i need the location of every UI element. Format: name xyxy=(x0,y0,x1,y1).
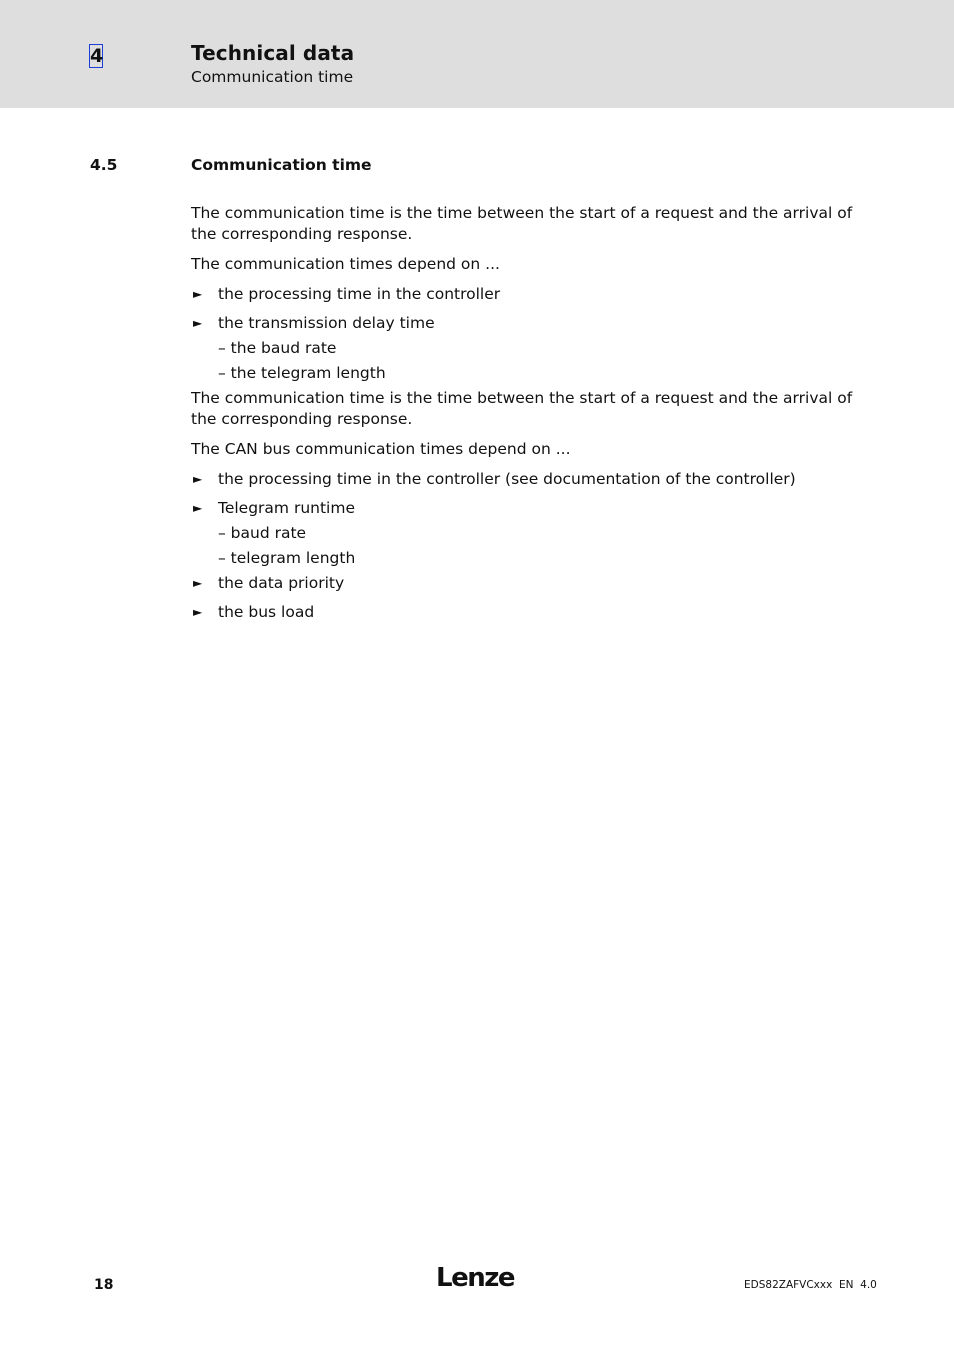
bullet-arrow-icon: ► xyxy=(193,472,203,486)
sub-list xyxy=(191,338,871,384)
paragraph: The communication times depend on ... xyxy=(191,255,500,273)
body-content xyxy=(191,203,871,631)
sub-list-item: – telegram length xyxy=(218,549,356,567)
bullet-arrow-icon: ► xyxy=(193,501,203,515)
list-item xyxy=(191,313,871,334)
paragraph: The communication time is the time between the start of a request and the arrival of the corresponding response. xyxy=(191,204,853,243)
list-item xyxy=(191,469,871,490)
list-item-text: the processing time in the controller (see documentation of the controller) xyxy=(218,470,796,488)
list-item-text: the data priority xyxy=(218,574,345,592)
bullet-arrow-icon: ► xyxy=(193,605,203,619)
list-item xyxy=(191,602,871,623)
document-id: EDS82ZAFVCxxx EN 4.0 xyxy=(744,1279,877,1291)
section-number: 4.5 xyxy=(90,156,118,174)
list-item xyxy=(191,498,871,519)
chapter-title: Technical data xyxy=(191,41,355,65)
sub-list-item: – baud rate xyxy=(218,524,307,542)
list-item-text: the transmission delay time xyxy=(218,314,435,332)
list-item-text: the processing time in the controller xyxy=(218,285,501,303)
section-title: Communication time xyxy=(191,156,372,174)
header-band xyxy=(0,0,954,108)
lenze-logo: Lenze xyxy=(436,1263,514,1293)
sub-list xyxy=(191,523,871,569)
list-item-text: the bus load xyxy=(218,603,315,621)
list-item xyxy=(191,284,871,305)
paragraph: The CAN bus communication times depend on ... xyxy=(191,440,571,458)
chapter-subtitle: Communication time xyxy=(191,68,354,86)
bullet-arrow-icon: ► xyxy=(193,316,203,330)
list-item-text: Telegram runtime xyxy=(218,499,355,517)
list-item xyxy=(191,573,871,594)
page-number: 18 xyxy=(94,1277,114,1293)
bullet-arrow-icon: ► xyxy=(193,576,203,590)
bullet-arrow-icon: ► xyxy=(193,287,203,301)
sub-list-item: – the telegram length xyxy=(218,364,386,382)
paragraph: The communication time is the time between the start of a request and the arrival of the corresponding response. xyxy=(191,389,853,428)
sub-list-item: – the baud rate xyxy=(218,339,337,357)
chapter-number-link[interactable]: 4 xyxy=(90,45,104,67)
